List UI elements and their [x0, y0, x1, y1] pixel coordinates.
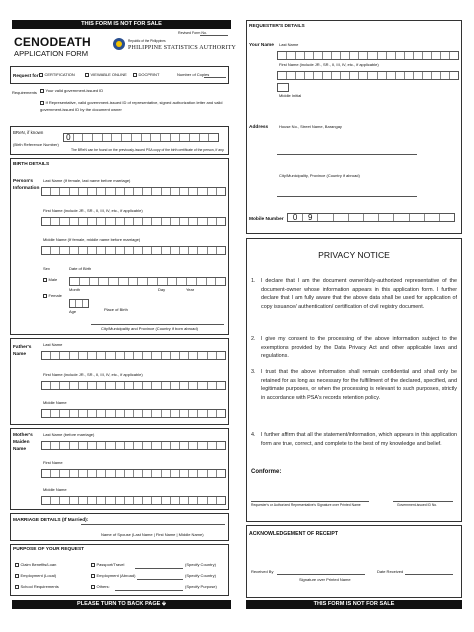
requester-panel [246, 20, 462, 234]
received-by-label: Received By [251, 569, 274, 574]
signature-label: Requester's or Authorized Representative's Signature over Printed Name [251, 503, 361, 507]
pob-input[interactable] [91, 324, 224, 325]
brn-input[interactable]: 0 [63, 133, 219, 142]
checkbox[interactable] [43, 294, 47, 298]
psa-republic: Republic of the Philippines [128, 39, 166, 43]
privacy-item-2: I give my consent to the processing of the above information subject to the exemptions provided by the Data Privacy Act and other applicable laws and regulations. [261, 336, 457, 359]
city-input[interactable] [277, 196, 417, 197]
brn-label: BReN, if known [13, 130, 44, 135]
requester-heading: REQUESTER'S DETAILS [249, 24, 305, 29]
checkbox[interactable] [91, 585, 95, 589]
pob-city-label: City/Municipality and Province (Country if born abroad) [101, 326, 198, 331]
req-first-name-input[interactable] [277, 71, 459, 80]
purpose-employment-local[interactable]: Employment (Local) [15, 574, 56, 579]
req-first-name-label: First Name (include JR., SR., II, III, IV, etc., if applicable) [279, 62, 379, 67]
brn-panel [10, 126, 229, 155]
psa-name: PHILIPPINE STATISTICS AUTHORITY [128, 45, 237, 51]
checkbox[interactable] [85, 73, 89, 77]
age-input[interactable] [69, 299, 89, 308]
specify-country-1: (Specify Country) [185, 562, 216, 567]
top-banner: THIS FORM IS NOT FOR SALE [12, 20, 231, 29]
mother-maiden-label: Maiden [13, 440, 30, 445]
date-received-label: Date Received [377, 569, 404, 574]
option-viewable-online[interactable]: VIEWABLE ONLINE [85, 73, 127, 78]
month-label: Month [69, 287, 81, 292]
dob-label: Date of Birth [69, 266, 92, 271]
purpose-employment-abroad[interactable]: Employment (Abroad) [91, 574, 135, 579]
revised-form-line [200, 35, 228, 36]
mother-name-label: Name [13, 447, 27, 452]
privacy-item-4: I further affirm that all the statement/information, which appears in this application form are true, correct, and complete to the best of my knowledge and belief. [261, 432, 457, 447]
person-label: Person's [13, 179, 34, 184]
revised-form-label: Revised Form No. [178, 31, 207, 35]
your-name-label: Your Name [249, 43, 274, 48]
request-row [10, 66, 229, 84]
req-last-name-input[interactable] [277, 51, 459, 60]
age-label: Age [69, 309, 77, 314]
last-name-input[interactable] [41, 187, 226, 196]
info-label: Information [13, 186, 40, 191]
male-option[interactable]: Male [43, 278, 57, 283]
passport-country-input[interactable] [135, 568, 183, 569]
purpose-heading: PURPOSE OF YOUR REQUEST [13, 547, 85, 552]
gov-id-input[interactable] [393, 501, 453, 502]
received-sig-label: Signature over Printed Name [299, 577, 351, 582]
father-middle-name-label: Middle Name [43, 400, 67, 405]
brn-sublabel: (Birth Reference Number) [13, 142, 59, 147]
father-first-name-label: First Name (include JR., SR., II, III, IV, etc., if applicable) [43, 372, 143, 377]
spouse-input[interactable] [81, 524, 225, 525]
address-label: Address [249, 125, 269, 130]
mobile-input[interactable]: 0 9 [287, 213, 455, 222]
first-name-input[interactable] [41, 217, 226, 226]
bottom-banner-right: THIS FORM IS NOT FOR SALE [246, 600, 462, 609]
checkbox[interactable] [91, 574, 95, 578]
form-title: CENODEATH [14, 35, 91, 49]
req-last-name-label: Last Name [279, 42, 299, 47]
privacy-item-1: I declare that I am the document owner/duly-authorized representative of the document-owner whose information appears in this application form. I further declare that I am fully aware that the above data shall be used for application of copy issuance/ authentication/ certification of civil registry document. [261, 278, 457, 310]
req-middle-initial-input[interactable] [277, 83, 289, 92]
copies-label: Number of Copies [177, 72, 210, 77]
privacy-num-2: 2. [251, 336, 256, 342]
checkbox[interactable] [40, 101, 44, 105]
mother-middle-name-input[interactable] [41, 496, 226, 505]
privacy-panel [246, 238, 462, 522]
privacy-num-3: 3. [251, 369, 256, 375]
father-label: Father's [13, 345, 32, 350]
brn-note: The BReN can be found on the previously-issued PSA copy of the birth certificate of the person, if any. [71, 148, 225, 152]
privacy-item-3: I trust that the above information shall remain confidential and shall only be retained for as long as necessary for the fulfillment of the declared, specified, and legitimate purposes, or when the processing is relevant to such purposes, strictly in accordance with PSA's records retention policy. [261, 369, 457, 401]
psa-seal-icon [113, 38, 125, 50]
checkbox[interactable] [39, 73, 43, 77]
checkbox[interactable] [43, 278, 47, 282]
female-option[interactable]: Female [43, 294, 62, 299]
dob-input[interactable] [69, 277, 226, 286]
father-name-label: Name [13, 352, 27, 357]
last-name-label: Last Name (If female, last name before marriage) [43, 178, 131, 183]
city-label: City/Municipality, Province (Country if abroad) [279, 173, 360, 178]
arrow-down-icon: 🡻 [161, 601, 166, 607]
purpose-others[interactable]: Others: [91, 585, 110, 590]
father-middle-name-input[interactable] [41, 409, 226, 418]
copies-input[interactable] [204, 77, 226, 78]
bottom-banner-left: PLEASE TURN TO BACK PAGE 🡻 [12, 600, 231, 609]
first-name-label: First Name (include JR., SR., II, III, IV, etc., if applicable) [43, 208, 143, 213]
birth-details-panel [10, 158, 229, 335]
year-label: Year [186, 287, 195, 292]
privacy-title: PRIVACY NOTICE [318, 250, 390, 260]
mobile-label: Mobile Number [249, 217, 284, 222]
mother-panel [10, 428, 229, 510]
pob-label: Place of Birth [104, 307, 128, 312]
employment-country-input[interactable] [137, 579, 183, 580]
mother-label: Mother's [13, 433, 33, 438]
purpose-school[interactable]: School Requirements [15, 585, 59, 590]
gov-id-label: Government-issued ID No. [397, 503, 438, 507]
birth-details-heading: BIRTH DETAILS [13, 162, 50, 167]
middle-name-label: Middle Name (If female, middle name before marriage) [43, 237, 141, 242]
privacy-num-1: 1. [251, 278, 256, 284]
checkbox[interactable] [15, 574, 19, 578]
sex-label: Sex [43, 266, 50, 271]
option-docprint[interactable]: DOCPRINT [133, 73, 159, 78]
privacy-num-4: 4. [251, 432, 256, 438]
house-input[interactable] [277, 154, 417, 155]
checkbox[interactable] [133, 73, 137, 77]
option-certification[interactable]: CERTIFICATION [39, 73, 75, 78]
specify-country-2: (Specify Country) [185, 573, 216, 578]
ack-panel [246, 525, 462, 598]
mother-last-name-input[interactable] [41, 441, 226, 450]
checkbox[interactable] [40, 89, 44, 93]
marriage-heading: MARRIAGE DETAILS (If Married): [13, 518, 89, 523]
conforme-label: Conforme: [251, 469, 282, 475]
checkbox[interactable] [15, 563, 19, 567]
marriage-panel [10, 513, 229, 541]
form-subtitle: APPLICATION FORM [14, 49, 89, 58]
purpose-panel [10, 544, 229, 596]
signature-input[interactable] [251, 501, 369, 502]
father-last-name-label: Last Name [43, 342, 63, 347]
middle-name-input[interactable] [41, 246, 226, 255]
request-label: Request for [13, 73, 39, 78]
mother-first-name-label: First Name [43, 460, 63, 465]
req-middle-initial-label: Middle Initial [279, 93, 302, 98]
requirements-label: Requirements [12, 90, 37, 95]
purpose-claim-benefits[interactable]: Claim Benefits/Loan [15, 563, 56, 568]
others-purpose-input[interactable] [115, 590, 183, 591]
mother-middle-name-label: Middle Name [43, 487, 67, 492]
requirement-2: If Representative, valid government-issued ID of representative, signed authorization letter and valid government-issued ID by the document owner [40, 100, 223, 112]
father-panel [10, 338, 229, 425]
father-first-name-input[interactable] [41, 381, 226, 390]
checkbox[interactable] [91, 563, 95, 567]
ack-heading: ACKNOWLEDGEMENT OF RECEIPT [249, 531, 339, 537]
purpose-passport[interactable]: Passport/Travel [91, 563, 124, 568]
mother-last-name-label: Last Name (before marriage) [43, 432, 95, 437]
father-last-name-input[interactable] [41, 351, 226, 360]
received-by-input[interactable] [277, 574, 365, 575]
checkbox[interactable] [15, 585, 19, 589]
date-received-input[interactable] [405, 574, 453, 575]
house-label: House No., Street Name, Barangay [279, 124, 342, 129]
requirement-1: Your valid government-issued ID [40, 89, 103, 94]
day-label: Day [158, 287, 166, 292]
spouse-label: Name of Spouse (Last Name | First Name | Middle Name) [101, 532, 204, 537]
specify-purpose: (Specify Purpose) [185, 584, 217, 589]
mother-first-name-input[interactable] [41, 469, 226, 478]
